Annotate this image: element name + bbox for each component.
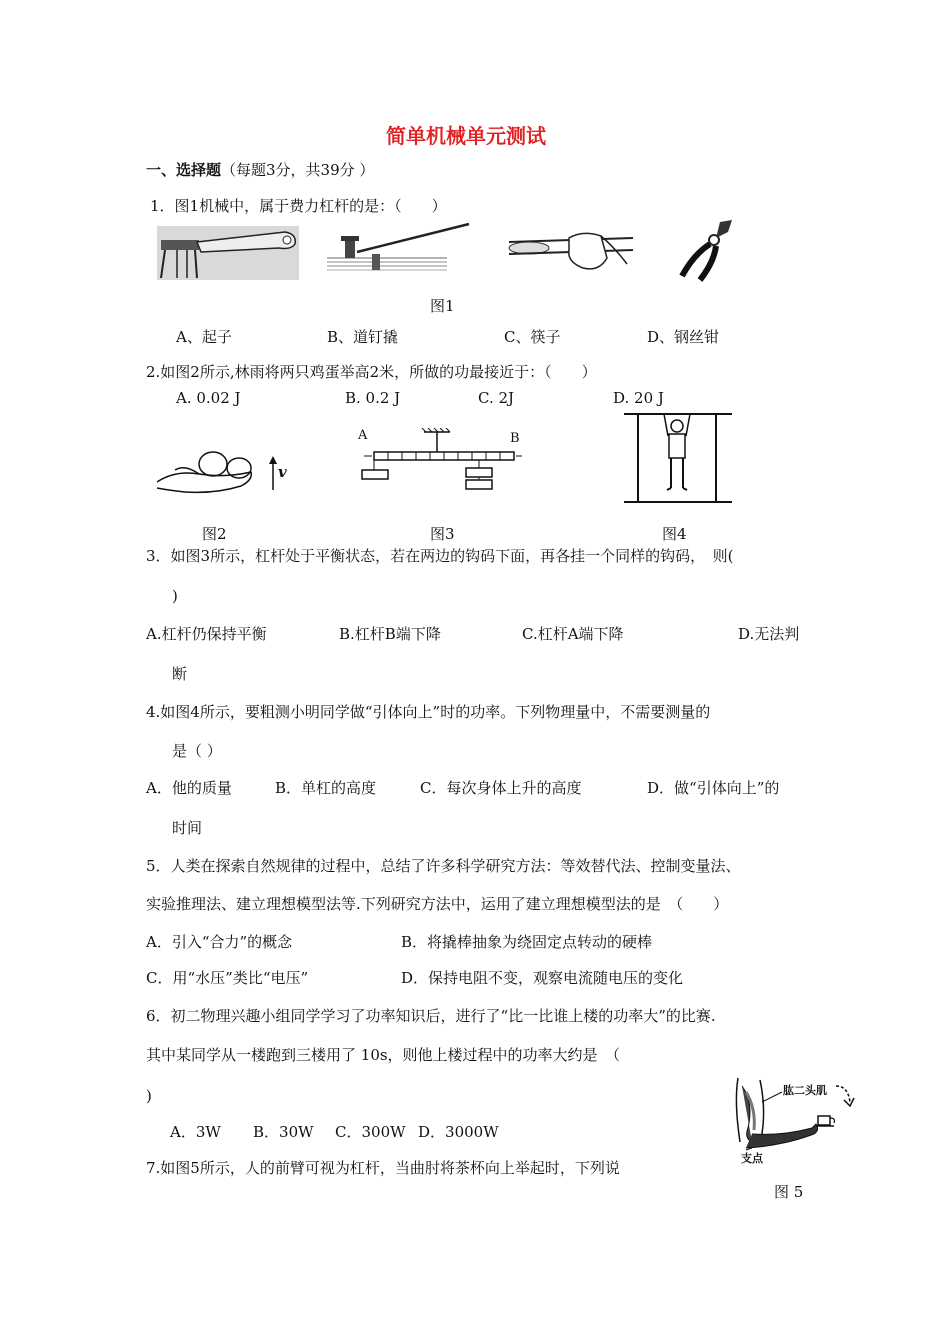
question-5-option-d: D．保持电阻不变，观察电流随电压的变化 — [401, 969, 684, 987]
question-1-stem: 1．图1机械中，属于费力杠杆的是：（ ） — [150, 197, 447, 215]
fig1-pliers-image — [676, 218, 738, 282]
question-6-option-a: A．3W — [170, 1123, 221, 1141]
question-3-option-cont: 断 — [172, 665, 188, 683]
fig1-crowbar-image — [327, 222, 473, 274]
question-6-option-b: B．30W — [253, 1123, 314, 1141]
question-6-option-d: D．3000W — [418, 1123, 499, 1141]
question-5-option-a: A．引入“合力”的概念 — [146, 933, 293, 951]
question-3-option-d: D.无法判 — [738, 625, 800, 643]
fig3-lever-diagram — [360, 428, 524, 496]
question-2-option-a: A. 0.02 J — [176, 389, 241, 407]
page-title: 简单机械单元测试 — [386, 124, 546, 148]
question-3-option-a: A.杠杆仍保持平衡 — [146, 625, 267, 643]
question-6-stem-cont2: ) — [146, 1087, 152, 1105]
fig3-label-a: A — [358, 428, 368, 443]
fig5-muscle-label: 肱二头肌 — [783, 1084, 827, 1097]
question-6-stem: 6．初二物理兴趣小组同学学习了功率知识后，进行了“比一比谁上楼的功率大”的比赛. — [146, 1007, 716, 1025]
section-heading-note: （每题3分，共39分 ） — [221, 161, 375, 179]
fig1-chopsticks-image — [503, 228, 635, 274]
question-1-option-d: D、钢丝钳 — [647, 328, 720, 346]
question-4-stem: 4.如图4所示，要粗测小明同学做“引体向上”时的功率。下列物理量中，不需要测量的 — [146, 703, 711, 721]
question-3-option-c: C.杠杆A端下降 — [522, 625, 624, 643]
fig4-caption: 图4 — [662, 525, 687, 543]
question-2-option-c: C. 2J — [478, 389, 515, 407]
fig3-caption: 图3 — [430, 525, 455, 543]
question-5-option-c: C．用“水压”类比“电压” — [146, 969, 309, 987]
fig2-hand-eggs-image — [155, 448, 255, 496]
section-heading-label: 一、选择题 — [146, 161, 222, 179]
fig5-pivot-label: 支点 — [741, 1152, 763, 1165]
question-4-option-cont: 时间 — [172, 819, 203, 837]
question-4-option-c: C．每次身体上升的高度 — [420, 779, 582, 797]
question-2-stem: 2.如图2所示,林雨将两只鸡蛋举高2米，所做的功最接近于：（ ） — [146, 363, 597, 381]
question-1-option-c: C、筷子 — [504, 328, 561, 346]
question-2-option-b: B. 0.2 J — [345, 389, 401, 407]
section-heading — [146, 160, 374, 180]
fig2-caption: 图2 — [202, 525, 227, 543]
question-6-stem-cont: 其中某同学从一楼跑到三楼用了 10s，则他上楼过程中的功率大约是 （ — [146, 1046, 621, 1064]
question-6-option-c: C．300W — [335, 1123, 406, 1141]
fig2-velocity-arrow — [269, 456, 277, 490]
question-3-stem: 3．如图3所示，杠杆处于平衡状态，若在两边的钩码下面，再各挂一个同样的钩码， 则( — [146, 547, 734, 565]
fig5-caption: 图 5 — [774, 1183, 804, 1201]
fig2-velocity-label: v — [278, 463, 287, 481]
question-7-stem: 7.如图5所示，人的前臂可视为杠杆，当曲肘将茶杯向上举起时，下列说 — [146, 1159, 620, 1177]
question-4-option-d: D．做“引体向上”的 — [647, 779, 780, 797]
fig4-pullup-image — [624, 410, 734, 506]
question-1-option-a: A、起子 — [176, 328, 232, 346]
fig3-label-b: B — [510, 431, 520, 446]
question-4-option-a: A．他的质量 — [146, 779, 232, 797]
question-5-option-b: B．将撬棒抽象为绕固定点转动的硬棒 — [401, 933, 653, 951]
question-4-option-b: B．单杠的高度 — [275, 779, 377, 797]
question-1-option-b: B、道钉撬 — [327, 328, 399, 346]
question-3-stem-cont: ) — [172, 587, 178, 605]
question-2-option-d: D. 20 J — [613, 389, 664, 407]
fig1-caption: 图1 — [430, 297, 455, 315]
fig1-opener-image — [157, 226, 299, 280]
question-5-stem: 5．人类在探索自然规律的过程中，总结了许多科学研究方法：等效替代法、控制变量法、 — [146, 857, 741, 875]
question-5-stem-cont: 实验推理法、建立理想模型法等.下列研究方法中，运用了建立理想模型法的是 （ ） — [146, 895, 729, 913]
question-4-stem-cont: 是（ ） — [172, 742, 222, 760]
question-3-option-b: B.杠杆B端下降 — [339, 625, 441, 643]
